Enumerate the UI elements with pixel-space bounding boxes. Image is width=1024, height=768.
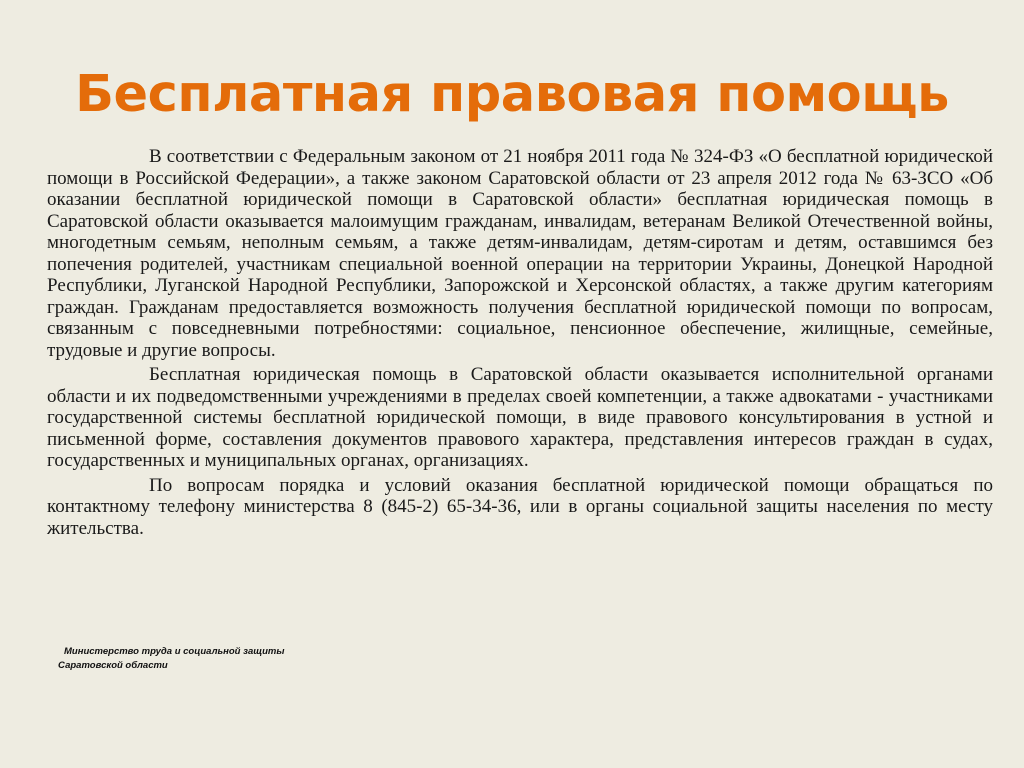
- signature-line-2: Саратовской области: [58, 660, 168, 671]
- signature: [58, 645, 285, 673]
- paragraph-providers: Бесплатная юридическая помощь в Саратовской области оказывается исполнительной органами области и их подведомственными учреждениями в пределах своей компетенции, а также адвокатами - участниками государственной системы бесплатной юридической помощи, в виде правового консультирования в устной и письменной форме, составления документов правового характера, представления интересов граждан в судах, государственных и муниципальных органах, организациях.: [47, 364, 993, 471]
- paragraph-legal-basis: В соответствии с Федеральным законом от 21 ноября 2011 года № 324-ФЗ «О бесплатной юридической помощи в Российской Федерации», а также законом Саратовской области от 23 апреля 2012 года № 63-ЗСО «Об оказании бесплатной юридической помощи в Саратовской области» бесплатная юридическая помощь в Саратовской области оказывается малоимущим гражданам, инвалидам, ветеранам Великой Отечественной войны, многодетным семьям, неполным семьям, а также детям-инвалидам, детям-сиротам и детям, оставшимся без попечения родителей, участникам специальной военной операции на территории Украины, Донецкой Народной Республики, Луганской Народной Республики, Запорожской и Херсонской областях, а также другим категориям граждан. Гражданам предоставляется возможность получения бесплатной юридической помощи по вопросам, связанным с повседневными потребностями: социальное, пенсионное обеспечение, жилищные, семейные, трудовые и другие вопросы.: [47, 146, 993, 361]
- signature-line-1: Министерство труда и социальной защиты: [64, 646, 285, 657]
- slide-title: Бесплатная правовая помощь: [75, 65, 949, 124]
- slide-body: [47, 146, 993, 542]
- paragraph-contacts: По вопросам порядка и условий оказания бесплатной юридической помощи обращаться по контактному телефону министерства 8 (845-2) 65-34-36, или в органы социальной защиты населения по месту жительства.: [47, 474, 993, 539]
